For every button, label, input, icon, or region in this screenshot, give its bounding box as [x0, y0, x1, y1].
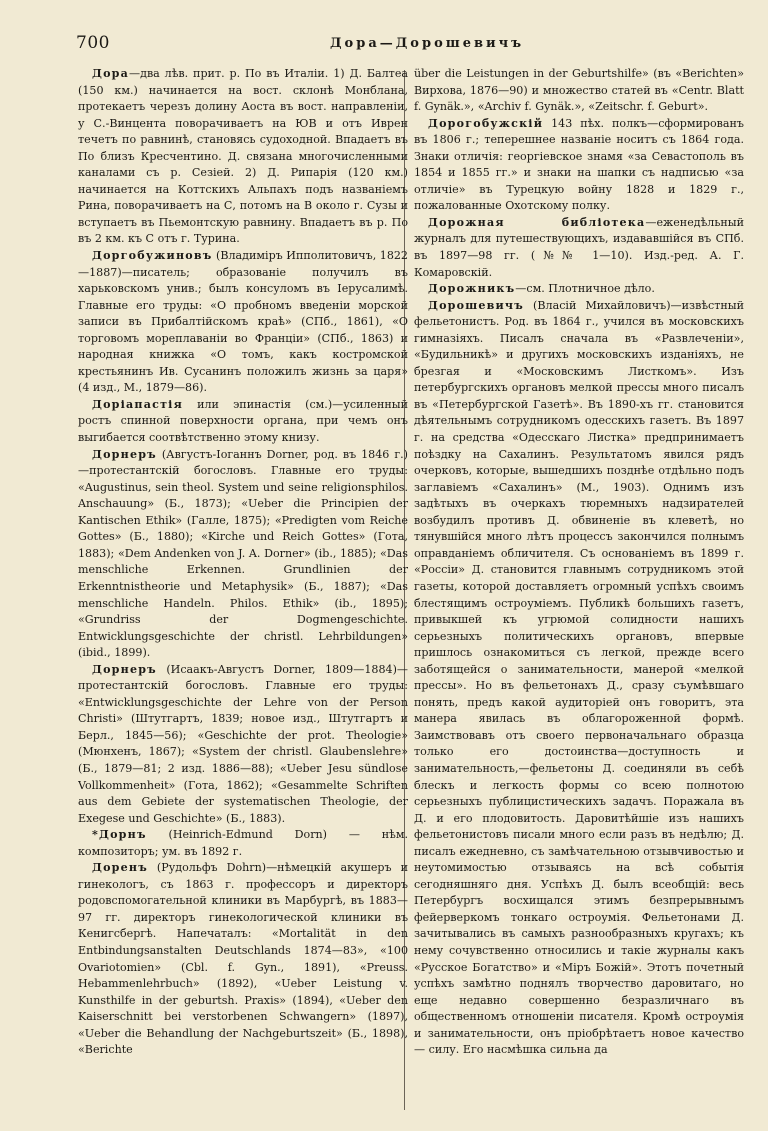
left-column [78, 66, 408, 1126]
headword: *Дорнъ [92, 828, 147, 842]
article-entry [78, 662, 408, 827]
article-entry [78, 397, 408, 447]
article-text: —два лѣв. прит. р. По въ Италіи. 1) Д. Балтеа (150 км.) начинается на вост. склонѣ Монблана, протекаетъ черезъ долину Аоста въ вост. направленіи, у С.-Винцента поворачиваетъ на ЮВ и отъ Иврен течетъ по равнинѣ, становясь судоходной. Впадаетъ въ По близъ Кресчентино. Д. связана многочисленными каналами съ р. Сезіей. 2) Д. Рипарія (120 км.) начинается на Коттскихъ Альпахъ подъ названіемъ Рина, поворачиваетъ на С, потомъ на В около г. Сузы и вступаетъ въ Пьемонтскую равнину. Впадаетъ въ р. По въ 2 км. къ С отъ г. Турина. [78, 67, 408, 246]
article-text: (Владиміръ Ипполитовичъ, 1822—1887)—писатель; образованіе получилъ въ харьковскомъ унив.; былъ консуломъ въ Іерусалимѣ. Главные его труды: «О пробномъ введеніи морской записи въ Прибалтійскомъ краѣ» (СПб., 1861), «О торговомъ мореплаваніи во Франціи» (СПб., 1863) и народная книжка «О томъ, какъ костромской крестьянинъ Ив. Сусанинъ положилъ жизнь за царя» (4 изд., М., 1879—86). [78, 249, 408, 395]
article-text: или эпинастія (см.)—усиленный ростъ спинной поверхности органа, при чемъ онъ выгибается соотвѣтственно этому книзу. [78, 397, 408, 445]
article-text: 143 пѣх. полкъ—сформированъ въ 1806 г.; теперешнее названіе носитъ съ 1864 года. Знаки отличія: георгіевское знамя «за Севастополь въ 1854 и 1855 гг.» и знаки на шапки съ надписью «за отличіе» въ Турецкую войну 1828 и 1829 г., пожалованные Охотскому полку. [414, 116, 744, 213]
page-number: 700 [76, 33, 110, 53]
article-text: (Рудольфъ Dohrn)—нѣмецкій акушеръ и гинекологъ, съ 1863 г. профессоръ и директоръ родовспомогательной клиники въ Марбургѣ, въ 1883—97 гг. директоръ гинекологической клиники въ Кенигсбергѣ. Напечаталъ: «Mortalität in den Entbindungsanstalten Deutschlands 1874—83», «100 Ovariotomien» (Cbl. f. Gyn., 1891), «Preuss. Hebammenlehrbuch» (1892), «Ueber Leistung v. Kunsthilfe in der geburtsh. Praxis» (1894), «Ueber den Kaiserschnitt bei verstorbenen Schwangern» (1897), «Ueber die Behandlung der Nachgeburtszeit» (Б., 1898), «Berichte [78, 861, 408, 1057]
headword: Доренъ [92, 861, 148, 875]
article-text: (Власій Михайловичъ)—извѣстный фельетонистъ. Род. въ 1864 г., учился въ московскихъ гимназіяхъ. Писалъ сначала въ «Развлеченіи», «Будильникѣ» и другихъ московскихъ изданіяхъ, не брезгая и «Московскимъ Листкомъ». Изъ петербургскихъ органовъ мелкой прессы много писалъ въ «Петербургской Газетѣ». Въ 1890-хъ гг. становится дѣятельнымъ сотрудникомъ одесскихъ газетъ. Въ 1897 г. на средства «Одесскаго Листка» предпринимаетъ поѣздку на Сахалинъ. Результатомъ явился рядъ очерковъ, которые, вышедшихъ позднѣе отдѣльно подъ заглавіемъ «Сахалинъ» (М., 1903). Однимъ изъ задѣтыхъ въ очеркахъ тюремныхъ надзирателей возбудилъ противъ Д. обвиненіе въ клеветѣ, но тянувшійся много лѣтъ процессъ закончился полнымъ оправданіемъ обличителя. Съ основаніемъ въ 1899 г. «Россіи» Д. становится главнымъ сотрудникомъ этой газеты, которой доставляетъ огромный успѣхъ своимъ блестящимъ остроуміемъ. Публикѣ большихъ газетъ, привыкшей къ угрюмой солидности нашихъ серьезныхъ политическихъ органовъ, впервые пришлось ознакомиться съ легкой, прежде всего заботящейся о занимательности, манерой «мелкой прессы». Но въ фельетонахъ Д., сразу съумѣвшаго понять, предъ какой аудиторіей онъ говоритъ, эта манера явилась въ облагороженной формѣ. Заимствовавъ отъ своего первоначальнаго образца только его достоинства—доступность и занимательность,—фельетоны Д. соединяли въ себѣ блескъ и легкость формы со всею полнотою серьезныхъ публицистическихъ задачъ. Поражала въ Д. и его плодовитость. Даровитѣйшіе изъ нашихъ фельетонистовъ писали много если разъ въ недѣлю; Д. писалъ ежедневно, съ замѣчательною отзывчивостью и неутомимостью отзываясь на всѣ событія сегодняшняго дня. Успѣхъ Д. былъ всеобщій: весь Петербургъ восхищался этимъ безпрерывнымъ фейерверкомъ тонкаго остроумія. Фельетонами Д. зачитывались въ самыхъ разнообразныхъ кругахъ; къ нему сочувственно относились и такіе журналы какъ «Русское Богатство» и «Міръ Божій». Этотъ почетный успѣхъ замѣтно поднялъ творчество даровитаго, но еще недавно совершенно безразличнаго въ общественномъ отношеніи писателя. Кромѣ остроумія и занимательности, онъ пріобрѣтаетъ новое качество — силу. Его насмѣшка сильна да [414, 298, 744, 1057]
article-text: —еженедѣльный журналъ для путешествующихъ, издававшійся въ СПб. въ 1897—98 гг. (№№ 1—10). Изд.-ред. А. Г. Комаровскій. [414, 215, 744, 279]
article-entry [78, 827, 408, 860]
headword: Дора [92, 67, 130, 80]
article-entry [78, 447, 408, 662]
article-entry [414, 298, 744, 1059]
headword: Дорогобужскій [428, 116, 544, 130]
article-text: (Августъ-Іоганнъ Dorner, род. въ 1846 г.)—протестантскій богословъ. Главные его труды: «Augustinus, sein theol. System und seine religionsphilos. Anschauung» (Б., 1873); «Ueber die Principien der Kantischen Ethik» (Галле, 1875); «Predigten vom Reiche Gottes» (Б., 1880); «Kirche und Reich Gottes» (Гота, 1883); «Dem Andenken von J. A. Dorner» (ib., 1885); «Das menschliche Erkennen. Grundlinien der Erkenntnistheorie und Metaphysik» (Б., 1887); «Das menschliche Handeln. Philos. Ethik» (ib., 1895); «Grundriss der Dogmengeschichte. Entwicklungsgeschichte der christl. Lehrbildungen» (ibid., 1899). [78, 447, 408, 660]
article-text: (Heinrich-Edmund Dorn) — нѣм. композиторъ; ум. въ 1892 г. [78, 828, 408, 858]
headword: Дорожная библіотека [428, 215, 646, 229]
article-entry [414, 215, 744, 281]
headword: Дорнеръ [92, 447, 157, 461]
right-column [414, 66, 744, 1126]
running-head: Дора—Дорошевичъ [330, 36, 525, 51]
article-entry [414, 116, 744, 215]
article-text: —см. Плотничное дѣло. [515, 282, 655, 296]
article-text: über die Leistungen in der Geburtshilfe» (въ «Berichten» Вирхова, 1876—90) и множество статей въ «Centr. Blatt f. Gynäk.», «Archiv f. Gynäk.», «Zeitschr. f. Geburt». [414, 67, 744, 114]
article-entry [414, 281, 744, 298]
headword: Доріапастія [92, 397, 183, 411]
article-entry [78, 66, 408, 248]
headword: Дорожникъ [428, 282, 516, 296]
headword: Дорошевичъ [428, 298, 524, 312]
article-text: (Исаакъ-Августъ Dorner, 1809—1884)—протестантскій богословъ. Главные его труды: «Entwicklungsgeschichte der Lehre von der Person Christi» (Штутгартъ, 1839; новое изд., Штутгартъ и Берл., 1845—56); «Geschichte der prot. Theologie» (Мюнхенъ, 1867); «System der christl. Glaubenslehre» (Б., 1879—81; 2 изд. 1886—88); «Ueber Jesu sündlose Vollkommenheit» (Гота, 1862); «Gesammelte Schriften aus dem Gebiete der systematischen Theologie, der Exegese und Geschichte» (Б., 1883). [78, 662, 408, 825]
article-entry [78, 248, 408, 397]
headword: Доргобужиновъ [92, 249, 213, 263]
article-entry [414, 66, 744, 116]
headword: Дорнеръ [92, 662, 157, 676]
article-entry [78, 860, 408, 1059]
